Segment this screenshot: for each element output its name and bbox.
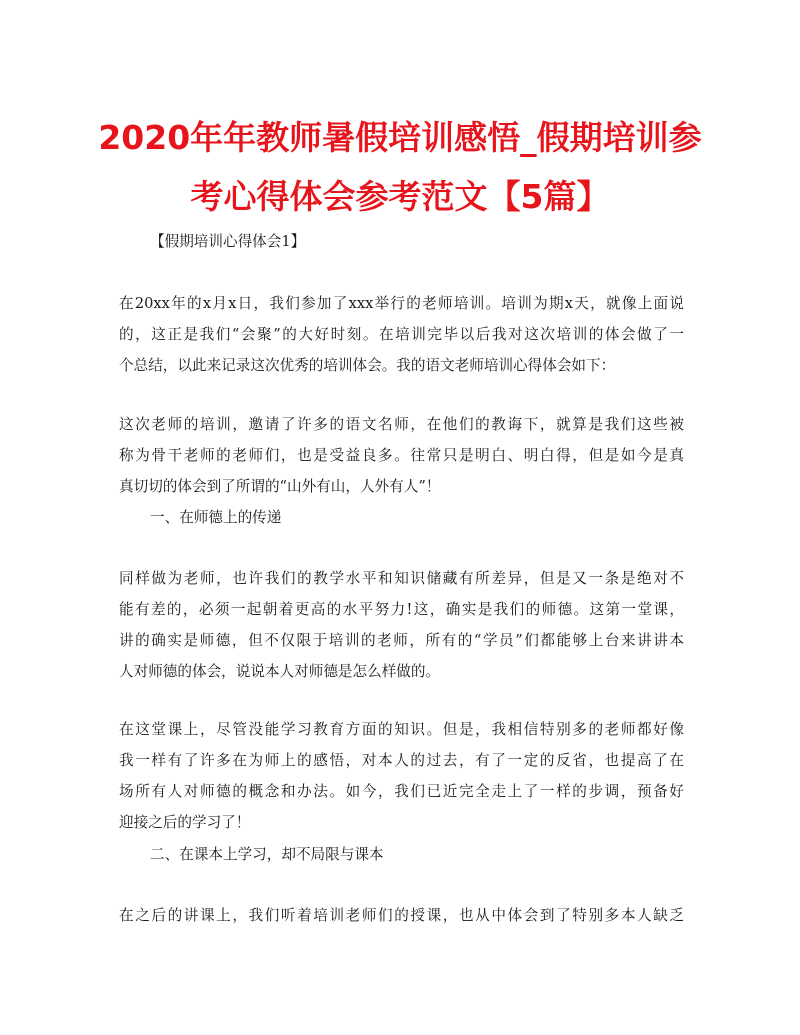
paragraph-line: 迎接之后的学习了！: [119, 814, 251, 831]
document-title-line-2: 考心得体会参考范文【5篇】: [190, 177, 610, 216]
paragraph-line: 同样做为老师，也许我们的教学水平和知识储藏有所差异，但是又一条是绝对不: [119, 570, 684, 587]
paragraph-line: 这次老师的培训，邀请了许多的语文名师，在他们的教诲下，就算是我们这些被: [119, 416, 684, 433]
paragraph-line: 称为骨干老师的老师们，也是受益良多。往常只是明白、明白得，但是如今是真: [119, 447, 684, 464]
paragraph-line: 在20xx年的x月x日，我们参加了xxx举行的老师培训。培训为期x天，就像上面说: [119, 295, 684, 312]
section-heading-1: 一、在师德上的传递: [150, 509, 282, 526]
paragraph-line: 场所有人对师德的概念和办法。如今，我们已近完全走上了一样的步调，预备好: [119, 783, 684, 800]
paragraph-line: 在之后的讲课上，我们听着培训老师们的授课，也从中体会到了特别多本人缺乏: [119, 907, 684, 924]
paragraph-line: 讲的确实是师德，但不仅限于培训的老师，所有的“学员”们都能够上台来讲讲本: [119, 632, 684, 649]
document-title-line-1: 2020年年教师暑假培训感悟_假期培训参: [98, 118, 702, 157]
paragraph-line: 的，这正是我们“会聚”的大好时刻。在培训完毕以后我对这次培训的体会做了一: [119, 326, 684, 343]
paragraph-line: 在这堂课上，尽管没能学习教育方面的知识。但是，我相信特别多的老师都好像: [119, 721, 684, 738]
section-heading-2: 二、在课本上学习，却不局限与课本: [150, 846, 384, 863]
paragraph-line: 真切切的体会到了所谓的“山外有山，人外有人”！: [119, 478, 441, 495]
section-label: 【假期培训心得体会1】: [150, 233, 306, 250]
paragraph-line: 人对师德的体会，说说本人对师德是怎么样做的。: [119, 663, 441, 680]
paragraph-line: 能有差的，必须一起朝着更高的水平努力!这，确实是我们的师德。这第一堂课，: [119, 601, 684, 618]
paragraph-line: 个总结，以此来记录这次优秀的培训体会。我的语文老师培训心得体会如下：: [119, 357, 616, 374]
paragraph-line: 我一样有了许多在为师上的感悟，对本人的过去，有了一定的反省，也提高了在: [119, 752, 684, 769]
